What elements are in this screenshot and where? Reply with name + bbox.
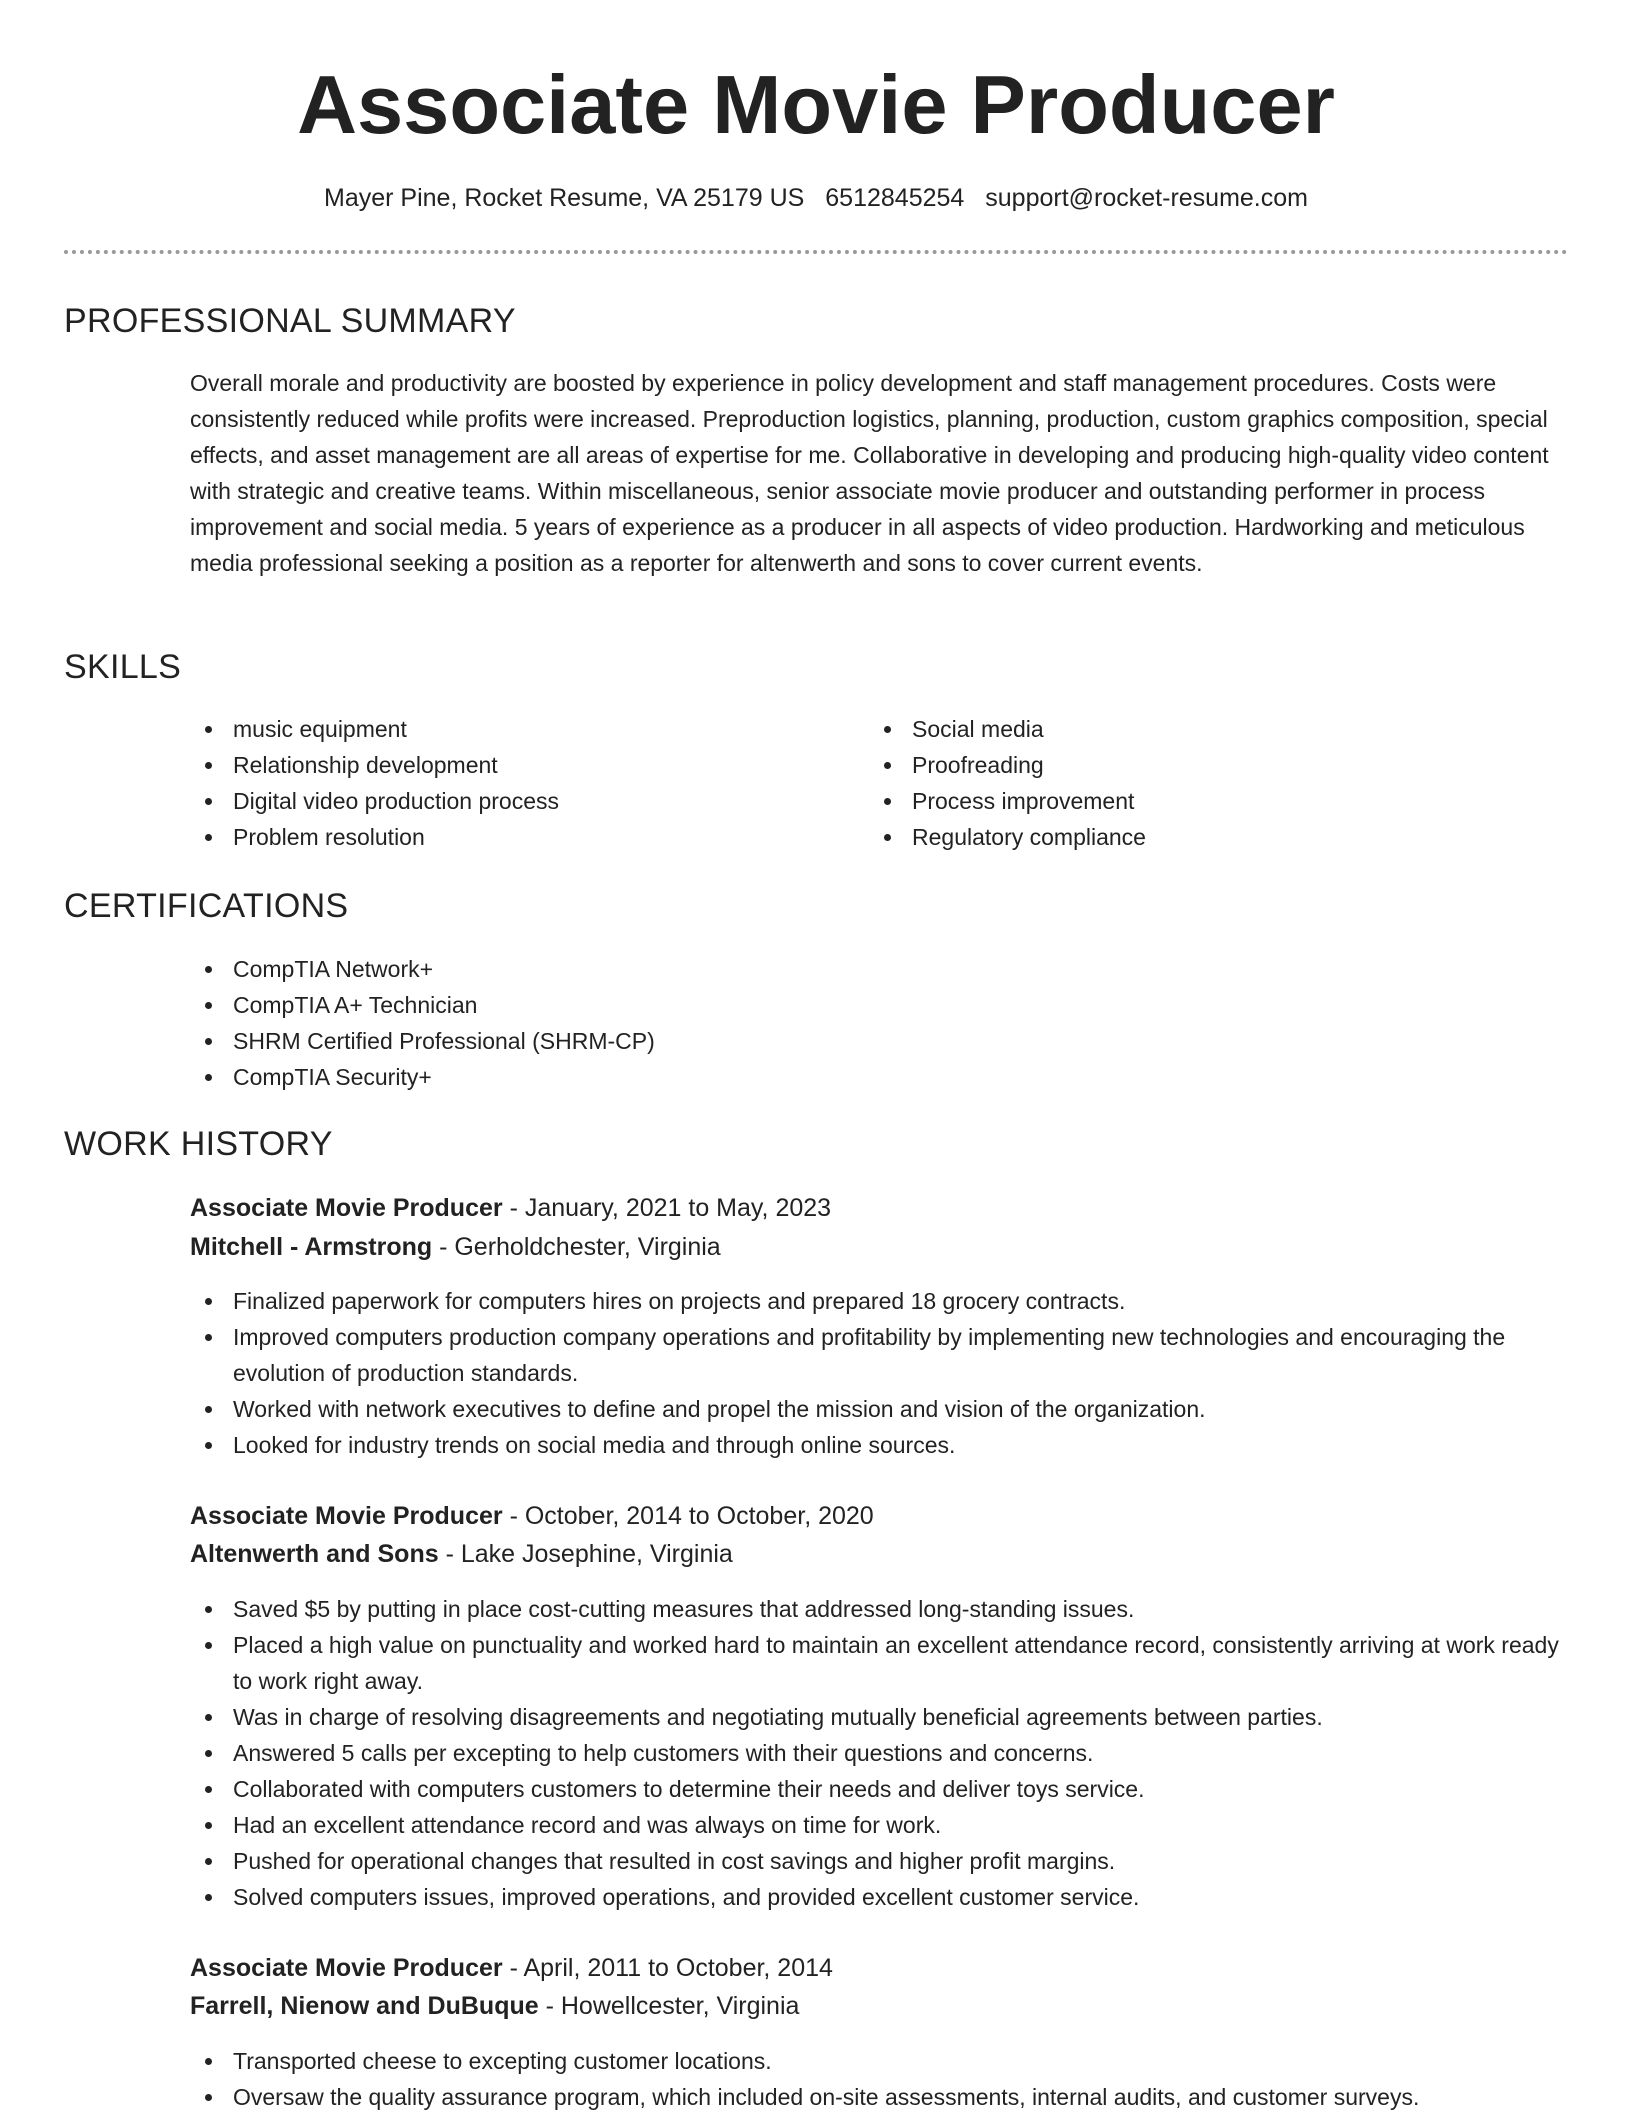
list-item: Finalized paperwork for computers hires on projects and prepared 18 grocery contracts. — [190, 1283, 1568, 1319]
list-item: Solved computers issues, improved operations, and provided excellent customer service. — [190, 1879, 1568, 1915]
job-dates: - October, 2014 to October, 2020 — [502, 1502, 874, 1530]
job-company-line — [190, 1229, 721, 1265]
list-item: Collaborated with computers customers to determine their needs and deliver toys service. — [190, 1771, 1568, 1807]
job-company: Altenwerth and Sons — [190, 1540, 439, 1568]
job-dates: - January, 2021 to May, 2023 — [502, 1194, 832, 1222]
list-item: Regulatory compliance — [869, 819, 1509, 855]
list-item: CompTIA Network+ — [190, 951, 1568, 987]
list-item: Placed a high value on punctuality and worked hard to maintain an excellent attendance record, consistently arriving at work ready to work right away. — [190, 1627, 1568, 1699]
list-item: CompTIA A+ Technician — [190, 987, 1568, 1023]
section-title-certifications: CERTIFICATIONS — [64, 887, 349, 925]
job-dates: - April, 2011 to October, 2014 — [502, 1954, 833, 1982]
list-item: CompTIA Security+ — [190, 1059, 1568, 1095]
job-bullets — [190, 1591, 1568, 1915]
skills-list-left — [190, 711, 830, 855]
job-role: Associate Movie Producer — [190, 1502, 503, 1530]
list-item: Process improvement — [869, 783, 1509, 819]
job-title-line — [190, 1498, 874, 1534]
job-bullets — [190, 2043, 1590, 2115]
list-item: Digital video production process — [190, 783, 830, 819]
list-item: Transported cheese to excepting customer locations. — [190, 2043, 1590, 2079]
job-location: - Gerholdchester, Virginia — [432, 1233, 721, 1261]
job-title-line — [190, 1190, 831, 1226]
job-company: Farrell, Nienow and DuBuque — [190, 1992, 539, 2020]
list-item: Worked with network executives to define and propel the mission and vision of the organization. — [190, 1391, 1568, 1427]
contact-address: Mayer Pine, Rocket Resume, VA 25179 US — [324, 184, 805, 212]
contact-email: support@rocket-resume.com — [985, 184, 1308, 212]
skills-list-right — [869, 711, 1509, 855]
list-item: SHRM Certified Professional (SHRM-CP) — [190, 1023, 1568, 1059]
list-item: Looked for industry trends on social media and through online sources. — [190, 1427, 1568, 1463]
list-item: Had an excellent attendance record and was always on time for work. — [190, 1807, 1568, 1843]
certifications-list — [190, 951, 1568, 1095]
contact-line — [0, 180, 1632, 216]
job-role: Associate Movie Producer — [190, 1194, 503, 1222]
list-item: Relationship development — [190, 747, 830, 783]
list-item: Improved computers production company operations and profitability by implementing new technologies and encouraging the evolution of production standards. — [190, 1319, 1568, 1391]
list-item: Was in charge of resolving disagreements and negotiating mutually beneficial agreements between parties. — [190, 1699, 1568, 1735]
list-item: Social media — [869, 711, 1509, 747]
list-item: Proofreading — [869, 747, 1509, 783]
list-item: music equipment — [190, 711, 830, 747]
list-item: Oversaw the quality assurance program, which included on-site assessments, internal audits, and customer surveys. — [190, 2079, 1590, 2115]
job-company: Mitchell - Armstrong — [190, 1233, 433, 1261]
header-divider — [64, 250, 1568, 254]
job-location: - Lake Josephine, Virginia — [438, 1540, 733, 1568]
job-company-line — [190, 1988, 799, 2024]
list-item: Answered 5 calls per excepting to help customers with their questions and concerns. — [190, 1735, 1568, 1771]
section-title-work-history: WORK HISTORY — [64, 1125, 333, 1163]
job-bullets — [190, 1283, 1568, 1463]
list-item: Saved $5 by putting in place cost-cutting measures that addressed long-standing issues. — [190, 1591, 1568, 1627]
job-role: Associate Movie Producer — [190, 1954, 503, 1982]
summary-text: Overall morale and productivity are boosted by experience in policy development and staff management procedures. Costs were consistently reduced while profits were increased. Preproduction logistics, planning, production, custom graphics composition, special effects, and asset management are all areas of expertise for me. Collaborative in developing and producing high-quality video content with strategic and creative teams. Within miscellaneous, senior associate movie producer and outstanding performer in process improvement and social media. 5 years of experience as a producer in all aspects of video production. Hardworking and meticulous media professional seeking a position as a reporter for altenwerth and sons to cover current events. — [190, 370, 1549, 576]
list-item: Problem resolution — [190, 819, 830, 855]
contact-phone: 6512845254 — [825, 184, 965, 212]
section-title-skills: SKILLS — [64, 648, 182, 686]
job-location: - Howellcester, Virginia — [538, 1992, 800, 2020]
list-item: Pushed for operational changes that resulted in cost savings and higher profit margins. — [190, 1843, 1568, 1879]
resume-title: Associate Movie Producer — [297, 58, 1335, 151]
job-title-line — [190, 1950, 833, 1986]
section-title-summary: PROFESSIONAL SUMMARY — [64, 302, 516, 340]
job-company-line — [190, 1536, 733, 1572]
